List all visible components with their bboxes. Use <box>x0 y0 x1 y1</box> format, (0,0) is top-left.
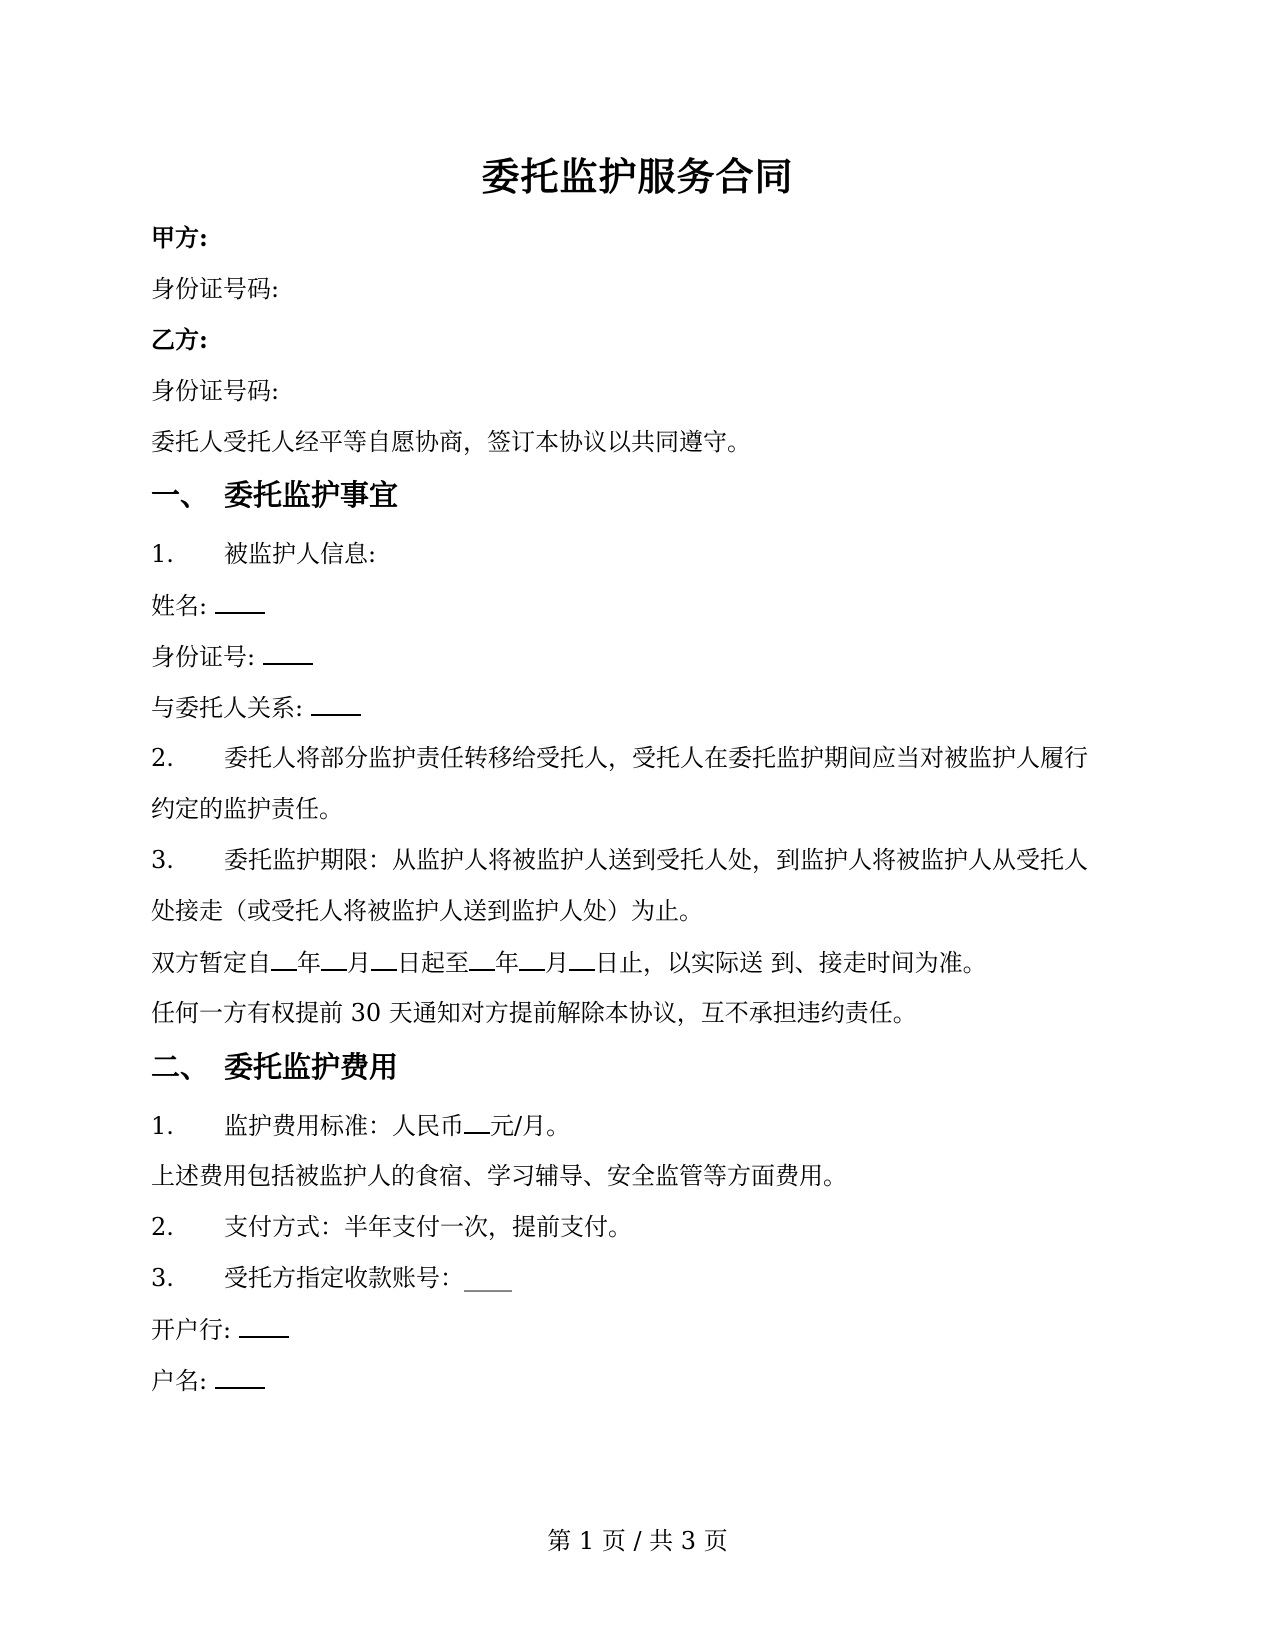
account-name-blank <box>215 1363 265 1389</box>
bank-field <box>151 1312 289 1347</box>
day-from-label: 日起至 <box>397 949 469 977</box>
section1-item3-cont: 处接走（或受托人将被监护人送到监护人处）为止。 <box>151 897 703 925</box>
fee-note: 上述费用包括被监护人的食宿、学习辅导、安全监管等方面费用。 <box>151 1162 847 1190</box>
ward-name-label: 姓名: <box>151 592 208 620</box>
section2-heading <box>151 1048 398 1086</box>
relation-field <box>151 690 361 725</box>
section2-item2 <box>151 1210 632 1244</box>
page-number: 第 1 页 / 共 3 页 <box>547 1527 728 1555</box>
item-number: 2. <box>151 1213 174 1241</box>
bank-label: 开户行: <box>151 1316 232 1344</box>
item-number: 3. <box>151 846 174 874</box>
section2-item3 <box>151 1261 512 1295</box>
start-day-blank <box>371 945 397 971</box>
item-number: 2. <box>151 744 174 772</box>
account-name-field <box>151 1363 265 1398</box>
ward-name-blank <box>215 588 265 614</box>
section1-number: 一、 <box>151 478 210 512</box>
party-b-label: 乙方: <box>151 325 208 354</box>
fee-amount-blank <box>464 1108 490 1134</box>
document-title: 委托监护服务合同 <box>481 154 794 199</box>
item-text: 委托监护期限：从监护人将被监护人送到受托人处，到监护人将被监护人从受托人 <box>224 846 1088 874</box>
item-text: 受托方指定收款账号：____ <box>224 1264 512 1292</box>
period-prefix: 双方暂定自 <box>151 949 271 977</box>
year-label: 年 <box>495 949 519 977</box>
ward-name-field <box>151 588 265 623</box>
item-number: 1. <box>151 540 174 568</box>
ward-id-blank <box>263 639 313 665</box>
section1-item2 <box>151 741 1088 775</box>
start-year-blank <box>271 945 297 971</box>
period-line <box>151 945 987 980</box>
item-number: 3. <box>151 1264 174 1292</box>
fee-suffix: 元/月。 <box>490 1112 571 1140</box>
section2-item1 <box>151 1108 570 1143</box>
account-name-label: 户名: <box>151 1367 208 1395</box>
end-month-blank <box>519 945 545 971</box>
fee-prefix: 监护费用标准：人民币 <box>224 1112 464 1140</box>
section2-number: 二、 <box>151 1050 210 1084</box>
end-year-blank <box>469 945 495 971</box>
month-label: 月 <box>545 949 569 977</box>
section1-title: 委托监护事宜 <box>224 478 399 512</box>
intro-text: 委托人受托人经平等自愿协商，签订本协议以共同遵守。 <box>151 428 751 456</box>
item-text: 支付方式：半年支付一次，提前支付。 <box>224 1213 632 1241</box>
section1-item2-cont: 约定的监护责任。 <box>151 795 343 823</box>
section1-heading <box>151 476 398 514</box>
item-number: 1. <box>151 1112 174 1140</box>
terminate-clause: 任何一方有权提前 30 天通知对方提前解除本协议，互不承担违约责任。 <box>151 999 917 1027</box>
section2-title: 委托监护费用 <box>224 1050 399 1084</box>
party-a-label: 甲方: <box>151 223 208 252</box>
relation-blank <box>311 690 361 716</box>
item-text: 委托人将部分监护责任转移给受托人，受托人在委托监护期间应当对被监护人履行 <box>224 744 1088 772</box>
bank-blank <box>239 1312 289 1338</box>
section1-item1 <box>151 537 376 571</box>
ward-id-field <box>151 639 313 674</box>
section1-item3 <box>151 843 1088 877</box>
year-label: 年 <box>297 949 321 977</box>
ward-id-label: 身份证号: <box>151 643 256 671</box>
month-label: 月 <box>347 949 371 977</box>
end-day-blank <box>569 945 595 971</box>
item-text: 被监护人信息: <box>224 540 377 568</box>
party-b-id-label: 身份证号码: <box>151 377 280 405</box>
party-a-id-label: 身份证号码: <box>151 275 280 303</box>
start-month-blank <box>321 945 347 971</box>
day-to-label: 日止，以实际送 到、接走时间为准。 <box>595 949 987 977</box>
relation-label: 与委托人关系: <box>151 694 304 722</box>
